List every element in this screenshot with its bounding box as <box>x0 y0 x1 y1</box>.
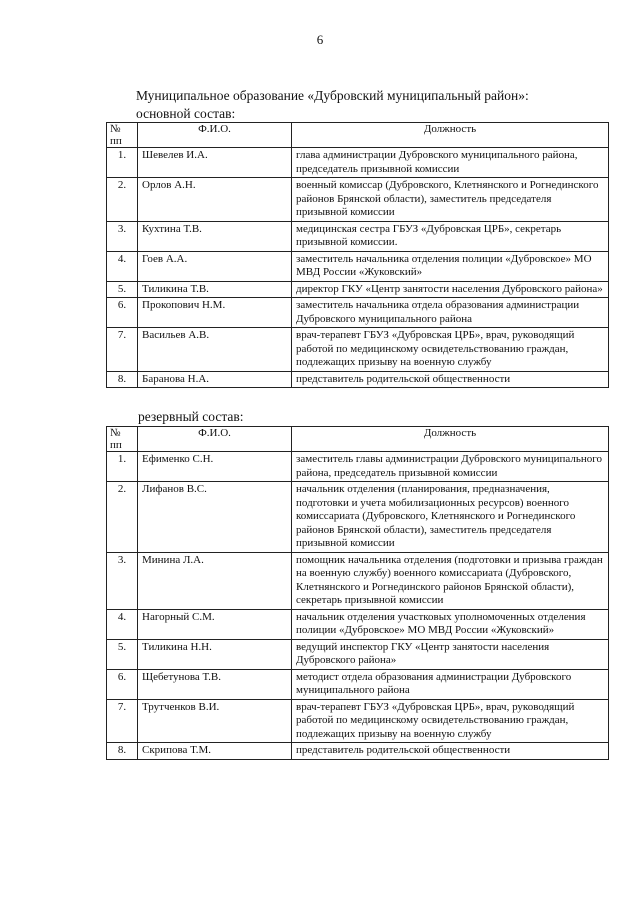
row-number: 4. <box>107 251 138 281</box>
table-row <box>107 298 609 328</box>
row-number: 2. <box>107 178 138 222</box>
member-position: начальник отделения (планирования, предназначения, подготовки и учета мобилизационных ресурсов) военного комиссариата (Дубровского, Клетнянского и Рогнединского районов Брянской области), заместитель председателя призывной комиссии <box>292 482 609 553</box>
main-composition-table <box>106 122 609 388</box>
table-row <box>107 699 609 743</box>
row-number: 8. <box>107 371 138 388</box>
member-position: врач-терапевт ГБУЗ «Дубровская ЦРБ», врач, руководящий работой по медицинскому освидетельствованию граждан, подлежащих призыву на военную службу <box>292 328 609 372</box>
header-position: Должность <box>292 123 609 148</box>
member-name: Тиликина Т.В. <box>138 281 292 298</box>
page-number: 6 <box>316 32 324 47</box>
member-name: Лифанов В.С. <box>138 482 292 553</box>
member-name: Щебетунова Т.В. <box>138 669 292 699</box>
member-name: Орлов А.Н. <box>138 178 292 222</box>
member-position: медицинская сестра ГБУЗ «Дубровская ЦРБ», секретарь призывной комиссии. <box>292 221 609 251</box>
member-name: Ефименко С.Н. <box>138 452 292 482</box>
row-number: 7. <box>107 699 138 743</box>
member-position: ведущий инспектор ГКУ «Центр занятости населения Дубровского района» <box>292 639 609 669</box>
table-row <box>107 452 609 482</box>
member-position: методист отдела образования администрации Дубровского муниципального района <box>292 669 609 699</box>
member-name: Тиликина Н.Н. <box>138 639 292 669</box>
row-number: 5. <box>107 281 138 298</box>
member-name: Трутченков В.И. <box>138 699 292 743</box>
document-title: Муниципальное образование «Дубровский муниципальный район»: <box>136 88 529 103</box>
member-position: представитель родительской общественности <box>292 371 609 388</box>
row-number: 6. <box>107 298 138 328</box>
member-position: директор ГКУ «Центр занятости населения Дубровского района» <box>292 281 609 298</box>
row-number: 3. <box>107 221 138 251</box>
row-number: 4. <box>107 609 138 639</box>
member-position: заместитель начальника отделения полиции «Дубровское» МО МВД России «Жуковский» <box>292 251 609 281</box>
header-name: Ф.И.О. <box>138 427 292 452</box>
member-name: Прокопович Н.М. <box>138 298 292 328</box>
row-number: 1. <box>107 452 138 482</box>
table-row <box>107 371 609 388</box>
table-header <box>107 123 609 148</box>
member-name: Кухтина Т.В. <box>138 221 292 251</box>
table-header <box>107 427 609 452</box>
header-number: № пп <box>107 427 138 452</box>
member-name: Гоев А.А. <box>138 251 292 281</box>
row-number: 5. <box>107 639 138 669</box>
table-row <box>107 639 609 669</box>
member-position: заместитель начальника отдела образования администрации Дубровского муниципального района <box>292 298 609 328</box>
table-body <box>107 452 609 760</box>
reserve-composition-label: резервный состав: <box>138 409 244 424</box>
member-name: Васильев А.В. <box>138 328 292 372</box>
member-position: представитель родительской общественности <box>292 743 609 760</box>
table-row <box>107 609 609 639</box>
table-row <box>107 482 609 553</box>
member-position: военный комиссар (Дубровского, Клетнянского и Рогнединского районов Брянской области), заместитель председателя призывной комиссии <box>292 178 609 222</box>
member-name: Нагорный С.М. <box>138 609 292 639</box>
table-row <box>107 328 609 372</box>
table-row <box>107 148 609 178</box>
member-position: начальник отделения участковых уполномоченных отделения полиции «Дубровское» МО МВД России «Жуковский» <box>292 609 609 639</box>
table-row <box>107 281 609 298</box>
member-name: Шевелев И.А. <box>138 148 292 178</box>
member-position: заместитель главы администрации Дубровского муниципального района, председатель призывной комиссии <box>292 452 609 482</box>
table-row <box>107 178 609 222</box>
member-position: глава администрации Дубровского муниципального района, председатель призывной комиссии <box>292 148 609 178</box>
table-row <box>107 251 609 281</box>
header-number: № пп <box>107 123 138 148</box>
header-position: Должность <box>292 427 609 452</box>
table-body <box>107 148 609 388</box>
reserve-composition-table <box>106 426 609 760</box>
row-number: 2. <box>107 482 138 553</box>
table-row <box>107 221 609 251</box>
row-number: 3. <box>107 552 138 609</box>
member-name: Скрипова Т.М. <box>138 743 292 760</box>
table-row <box>107 743 609 760</box>
header-name: Ф.И.О. <box>138 123 292 148</box>
row-number: 6. <box>107 669 138 699</box>
member-position: помощник начальника отделения (подготовки и призыва граждан на военную службу) военного комиссариата (Дубровского, Клетнянского и Рогнединского районов Брянской области), секретарь призывной комиссии <box>292 552 609 609</box>
row-number: 1. <box>107 148 138 178</box>
table-row <box>107 552 609 609</box>
member-position: врач-терапевт ГБУЗ «Дубровская ЦРБ», врач, руководящий работой по медицинскому освидетельствованию граждан, подлежащих призыву на военную службу <box>292 699 609 743</box>
row-number: 8. <box>107 743 138 760</box>
member-name: Минина Л.А. <box>138 552 292 609</box>
main-composition-label: основной состав: <box>136 106 236 121</box>
row-number: 7. <box>107 328 138 372</box>
table-row <box>107 669 609 699</box>
member-name: Баранова Н.А. <box>138 371 292 388</box>
